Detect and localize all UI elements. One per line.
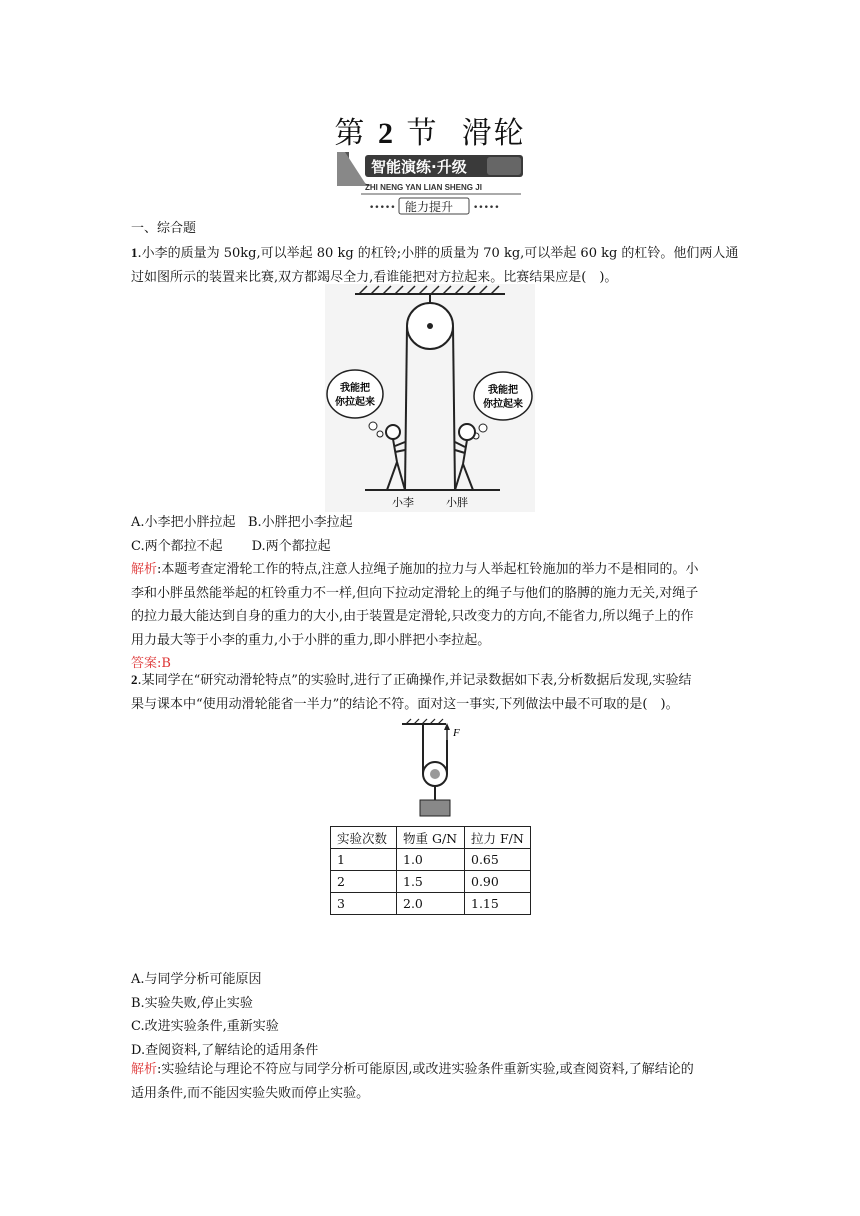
table-header-cell: 拉力 F/N <box>465 827 531 849</box>
answer-label: 答案 <box>131 656 158 671</box>
banner-pinyin: ZHI NENG YAN LIAN SHENG JI <box>365 183 482 192</box>
question-1: 1.小李的质量为 50kg,可以举起 80 kg 的杠铃;小胖的质量为 70 kg,可以举起 60 kg 的杠铃。他们两人通 过如图所示的装置来比赛,双方都竭尽全力,看谁能把对方拉起来。比赛结果应是( )。 <box>131 245 739 285</box>
pulley-tug-figure <box>325 284 535 512</box>
question-2-options <box>131 968 731 1062</box>
banner-graphic <box>335 150 527 216</box>
label-xiaopang: 小胖 <box>446 496 468 509</box>
question-1-options <box>131 511 731 558</box>
question-1-number: 1 <box>131 245 138 260</box>
analysis-label: 解析 <box>131 562 158 577</box>
option-1d: D.两个都拉起 <box>251 538 331 554</box>
option-1b: B.小胖把小李拉起 <box>247 515 353 530</box>
banner-sub: 能力提升 <box>405 200 454 214</box>
option-2d: D.查阅资料,了解结论的适用条件 <box>131 1042 319 1058</box>
pulley-tug-illustration <box>325 284 535 512</box>
table-cell: 0.65 <box>465 849 531 871</box>
table-cell: 0.90 <box>465 871 531 893</box>
bubble-right-line2: 你拉起来 <box>483 399 523 410</box>
table-row <box>331 849 531 871</box>
answer-value: :B <box>157 656 171 671</box>
table-cell: 1 <box>331 849 397 871</box>
question-2: 2.某同学在“研究动滑轮特点”的实验时,进行了正确操作,并记录数据如下表,分析数据后发现,实验结 果与课本中“使用动滑轮能省一半力”的结论不符。面对这一事实,下列做法中最不可取的是( )。 <box>131 672 692 712</box>
table-cell: 3 <box>331 893 397 915</box>
table-row <box>331 893 531 915</box>
analysis-label: 解析 <box>131 1062 158 1077</box>
banner-heading: 智能演练·升级 <box>371 158 467 176</box>
page-title: 第 2 节 滑轮 <box>334 116 526 151</box>
option-2a: A.与同学分析可能原因 <box>131 972 262 987</box>
table-header-cell: 实验次数 <box>331 827 397 849</box>
table-cell: 1.5 <box>397 871 465 893</box>
experiment-data-table <box>330 826 531 915</box>
table-cell: 2 <box>331 871 397 893</box>
question-2-number: 2 <box>131 672 138 687</box>
question-1-analysis: 解析:本题考查定滑轮工作的特点,注意人拉绳子施加的拉力与人举起杠铃施加的举力不是相同的。小 李和小胖虽然能举起的杠铃重力不一样,但向下拉动定滑轮上的绳子与他们的胳膊的施力无关,对绳子 的拉力最大能达到自身的重力的大小,由于装置是定滑轮,只改变力的方向,不能省力,所以绳子上的作 用力最大等于小李的重力,小于小胖的重力,即小胖把小李拉起。 答案:B <box>131 562 699 671</box>
option-2b: B.实验失败,停止实验 <box>131 995 253 1011</box>
question-2-analysis: 解析:实验结论与理论不符应与同学分析可能原因,或改进实验条件重新实验,或查阅资料,了解结论的 适用条件,而不能因实验失败而停止实验。 <box>131 1062 694 1101</box>
table-row <box>331 871 531 893</box>
svg-text:•••••: ••••• <box>473 203 500 213</box>
table-cell: 1.15 <box>465 893 531 915</box>
movable-pulley-illustration <box>400 718 470 824</box>
table-cell: 2.0 <box>397 893 465 915</box>
bubble-left-line2: 你拉起来 <box>335 397 375 408</box>
table-cell: 1.0 <box>397 849 465 871</box>
svg-text:•••••: ••••• <box>369 203 396 213</box>
table-header-row <box>331 827 531 849</box>
section-banner <box>335 150 527 216</box>
option-1a: A.小李把小胖拉起 <box>131 515 236 530</box>
option-1c: C.两个都拉不起 <box>131 538 223 554</box>
movable-pulley-figure <box>400 718 470 824</box>
option-2c: C.改进实验条件,重新实验 <box>131 1019 279 1034</box>
table-header-cell: 物重 G/N <box>397 827 465 849</box>
bubble-right-line1: 我能把 <box>488 385 518 396</box>
section-heading: 一、综合题 <box>131 221 197 236</box>
bubble-left-line1: 我能把 <box>340 383 370 394</box>
label-xiaoli: 小李 <box>392 496 414 509</box>
force-label: F <box>453 727 460 739</box>
